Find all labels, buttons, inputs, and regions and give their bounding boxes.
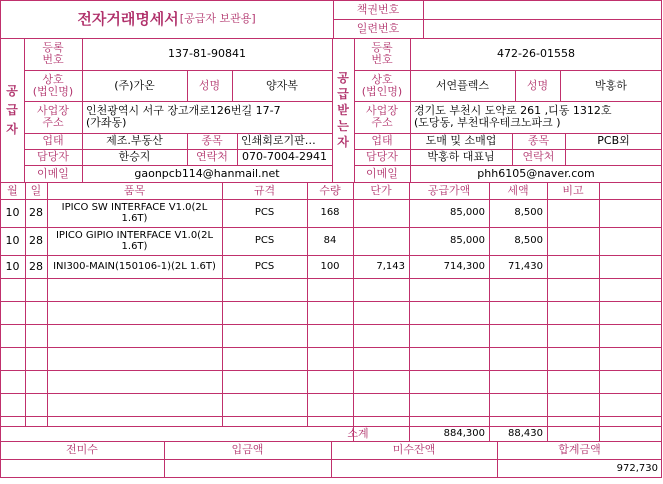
subtitle-text: [공급자 보관용] xyxy=(179,12,256,25)
supplier-contact-label: 연락처 xyxy=(196,150,228,163)
label-line: 상호 xyxy=(371,72,393,86)
row-item xyxy=(47,227,222,255)
receiver-contact xyxy=(565,149,662,165)
supplier-reg-no-label xyxy=(24,38,82,70)
subtotal-label: 소계 xyxy=(347,426,369,440)
address-line: 인천광역시 서구 장고개로126번길 17-7 xyxy=(86,104,281,117)
supplier-business-type: 제조.부동산 xyxy=(106,134,163,147)
receiver-item-label: 종목 xyxy=(527,134,550,147)
label-line: 상호 xyxy=(42,72,64,86)
row-month: 10 xyxy=(5,234,20,247)
outstanding-value xyxy=(331,459,497,478)
deposit-label: 입금액 xyxy=(231,443,264,456)
supplier-manager-label: 담당자 xyxy=(37,150,69,163)
label-line: 번호 xyxy=(42,53,64,66)
label-line: 사업장 xyxy=(37,104,69,117)
receiver-email-label: 이메일 xyxy=(366,166,398,180)
row-unit-price: 7,143 xyxy=(376,260,405,272)
receiver-item: PCB외 xyxy=(597,134,630,147)
supplier-item-label: 종목 xyxy=(201,134,223,147)
item-line: 1.6T) xyxy=(121,241,148,252)
book-no-label: 책권번호 xyxy=(356,2,400,16)
deposit-value xyxy=(164,459,331,478)
receiver-name-label: 성명 xyxy=(526,78,549,92)
row-unit-price xyxy=(353,199,409,227)
row-spec: PCS xyxy=(254,235,275,246)
row-supply: 85,000 xyxy=(450,235,485,246)
row-item xyxy=(47,255,222,278)
row-tax: 71,430 xyxy=(508,260,543,272)
row-day: 28 xyxy=(29,259,43,273)
label-line: 주소 xyxy=(42,116,64,129)
col-header-tax: 세액 xyxy=(507,183,529,197)
receiver-side-char: 는 xyxy=(337,119,349,133)
row-note xyxy=(547,227,599,255)
item-line: IPICO SW INTERFACE V1.0(2L xyxy=(61,202,208,213)
row-item xyxy=(47,199,222,227)
row-day: 28 xyxy=(29,206,43,219)
receiver-side-char: 급 xyxy=(337,87,349,101)
label-line: 등록 xyxy=(42,41,64,54)
subtotal-supply: 884,300 xyxy=(443,427,485,439)
row-month: 10 xyxy=(5,259,20,273)
address-line: 경기도 부천시 도약로 261 ,디동 1312호 xyxy=(414,104,612,117)
row-spec: PCS xyxy=(254,260,275,272)
row-month: 10 xyxy=(5,206,20,219)
row-day: 28 xyxy=(29,234,43,247)
receiver-side-label xyxy=(332,38,354,182)
row-supply: 714,300 xyxy=(443,260,485,272)
supplier-business-type-label: 업태 xyxy=(42,134,64,147)
supplier-side-label xyxy=(0,38,24,182)
supplier-side-char: 자 xyxy=(6,121,18,136)
receiver-business-type-label: 업태 xyxy=(371,134,393,147)
receiver-name: 박홍하 xyxy=(595,78,627,92)
document-title xyxy=(0,0,333,38)
receiver-reg-no-label xyxy=(354,38,410,70)
receiver-company: 서연플렉스 xyxy=(435,78,490,92)
item-line: INI300-MAIN(150106-1)(2L 1.6T) xyxy=(53,261,216,272)
receiver-address-label xyxy=(354,101,410,133)
supplier-company-label xyxy=(24,70,82,101)
supplier-reg-no: 137-81-90841 xyxy=(168,47,246,60)
row-tax: 8,500 xyxy=(514,207,543,218)
supplier-item: 인쇄회로기판… xyxy=(241,134,316,147)
col-header-month: 월 xyxy=(7,183,18,197)
title-text: 전자거래명세서 xyxy=(77,10,179,28)
receiver-email[interactable]: phh6105@naver.com xyxy=(477,166,595,180)
receiver-company-label xyxy=(354,70,410,101)
receiver-address xyxy=(410,101,662,133)
label-line: (법인명) xyxy=(361,84,403,98)
receiver-side-char: 공 xyxy=(337,71,349,85)
receiver-manager-label: 담당자 xyxy=(366,150,398,163)
supplier-email[interactable]: gaonpcb114@hanmail.net xyxy=(134,166,280,180)
row-note xyxy=(547,255,599,278)
outstanding-label: 미수잔액 xyxy=(392,443,436,456)
supplier-email-label: 이메일 xyxy=(37,166,69,180)
label-line: (법인명) xyxy=(32,84,74,98)
supplier-side-char: 공 xyxy=(6,83,18,98)
supplier-contact: 070-7004-2941 xyxy=(242,150,327,163)
supplier-address-label xyxy=(24,101,82,133)
address-line: (가좌동) xyxy=(86,116,127,129)
receiver-reg-no: 472-26-01558 xyxy=(497,47,575,60)
prev-balance-value xyxy=(0,459,164,478)
row-qty: 100 xyxy=(320,260,340,272)
col-header-spec: 규격 xyxy=(253,183,276,197)
serial-no-label: 일련번호 xyxy=(356,21,400,35)
row-tax: 8,500 xyxy=(514,235,543,246)
row-spec: PCS xyxy=(254,207,275,218)
row-unit-price xyxy=(353,227,409,255)
receiver-business-type: 도매 및 소매업 xyxy=(425,134,497,147)
receiver-contact-label: 연락처 xyxy=(522,150,555,163)
receiver-side-char: 자 xyxy=(337,135,349,149)
col-header-qty: 수량 xyxy=(319,183,341,197)
col-header-note: 비고 xyxy=(562,183,584,197)
row-note xyxy=(547,199,599,227)
receiver-side-char: 받 xyxy=(337,103,349,117)
row-qty: 168 xyxy=(320,207,340,218)
item-line: 1.6T) xyxy=(121,213,148,224)
receiver-manager: 박홍하 대표님 xyxy=(427,150,495,163)
supplier-name-label: 성명 xyxy=(198,78,221,92)
prev-balance-label: 전미수 xyxy=(66,443,98,456)
col-header-day: 일 xyxy=(30,183,42,197)
supplier-name: 양자복 xyxy=(266,78,298,92)
label-line: 사업장 xyxy=(366,104,398,117)
supplier-side-char: 급 xyxy=(6,102,18,117)
item-line: IPICO GIPIO INTERFACE V1.0(2L xyxy=(55,230,214,241)
label-line: 번호 xyxy=(371,53,393,66)
supplier-manager: 한승지 xyxy=(118,150,151,163)
supplier-address xyxy=(82,101,332,133)
label-line: 등록 xyxy=(371,41,393,54)
total-label: 합계금액 xyxy=(558,443,601,456)
address-line: (도당동, 부천대우테크노파크 ) xyxy=(414,116,561,129)
row-supply: 85,000 xyxy=(450,207,485,218)
row-qty: 84 xyxy=(323,235,337,246)
total-value: 972,730 xyxy=(616,462,658,474)
col-header-supply: 공급가액 xyxy=(427,183,471,197)
label-line: 주소 xyxy=(371,116,393,129)
col-header-item: 품목 xyxy=(123,183,146,197)
supplier-company: (주)가온 xyxy=(114,78,155,92)
col-header-unit-price: 단가 xyxy=(370,183,392,197)
subtotal-tax: 88,430 xyxy=(508,427,543,439)
